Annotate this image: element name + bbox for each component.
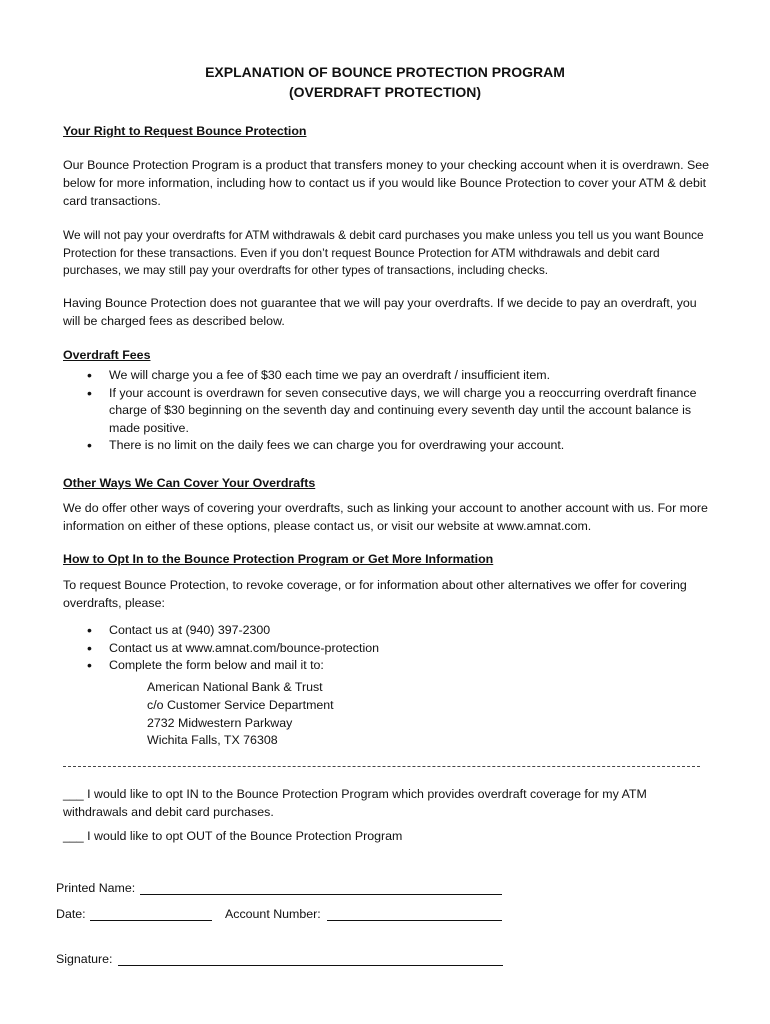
opt-out-label: I would like to opt OUT of the Bounce Protection Program	[87, 829, 403, 843]
printed-name-field[interactable]	[140, 882, 502, 895]
date-label: Date:	[56, 907, 86, 921]
list-item: • If your account is overdrawn for seven consecutive days, we will charge you a reoccurring overdraft finance charge of $30 beginning on the seventh day and continuing every seventh day until the account balance is made positive.	[63, 385, 703, 438]
right-paragraph-1: Our Bounce Protection Program is a product that transfers money to your checking account when it is overdrawn. See below for more information, including how to contact us if you would like Bounce Protection to cover your ATM & debit card transactions.	[63, 158, 710, 208]
opt-out-blank[interactable]: ___	[63, 829, 84, 843]
account-number-label: Account Number:	[225, 907, 321, 921]
opt-in-heading: How to Opt In to the Bounce Protection Program or Get More Information	[63, 552, 494, 566]
address-line: 2732 Midwestern Parkway	[147, 715, 293, 730]
mailing-address	[147, 679, 334, 750]
address-line: c/o Customer Service Department	[147, 697, 334, 712]
address-line: American National Bank & Trust	[147, 680, 323, 694]
printed-name-label: Printed Name:	[56, 881, 136, 895]
other-ways-paragraph: We do offer other ways of covering your overdrafts, such as linking your account to another account with us. For more information on either of these options, please contact us, or visit our website at www.amnat.com.	[63, 501, 708, 533]
list-item: • Complete the form below and mail it to:	[63, 657, 703, 675]
document-subtitle: (OVERDRAFT PROTECTION)	[288, 84, 482, 100]
signature-field[interactable]	[118, 953, 503, 966]
opt-in-label: I would like to opt IN to the Bounce Protection Program which provides overdraft coverage for my ATM withdrawals and debit card purchases.	[63, 787, 647, 819]
overdraft-fees-heading: Overdraft Fees	[63, 348, 151, 362]
right-to-request-heading: Your Right to Request Bounce Protection	[63, 124, 307, 138]
signature-label: Signature:	[56, 952, 113, 966]
contact-options-list	[63, 622, 703, 675]
list-item: • Contact us at (940) 397-2300	[63, 622, 703, 640]
document-title: EXPLANATION OF BOUNCE PROTECTION PROGRAM	[205, 64, 565, 80]
right-paragraph-3: Having Bounce Protection does not guarantee that we will pay your overdrafts. If we decide to pay an overdraft, you will be charged fees as described below.	[63, 296, 697, 328]
opt-in-paragraph: To request Bounce Protection, to revoke coverage, or for information about other alternatives we offer for covering overdrafts, please:	[63, 578, 687, 610]
opt-in-option[interactable]	[63, 785, 713, 821]
address-line: Wichita Falls, TX 76308	[147, 733, 278, 748]
list-item: • We will charge you a fee of $30 each time we pay an overdraft / insufficient item.	[63, 367, 703, 385]
cut-line-divider	[63, 766, 700, 767]
date-field[interactable]	[90, 908, 212, 921]
right-paragraph-2: We will not pay your overdrafts for ATM withdrawals & debit card purchases you make unless you tell us you want Bounce Protection for these transactions. Even if you don’t request Bounce Protection for ATM withdrawals and debit card purchases, we may still pay your overdrafts for other types of transactions, including checks.	[63, 228, 704, 277]
other-ways-heading: Other Ways We Can Cover Your Overdrafts	[63, 476, 316, 490]
list-item: • There is no limit on the daily fees we can charge you for overdrawing your account.	[63, 437, 703, 455]
opt-in-blank[interactable]: ___	[63, 787, 84, 801]
list-item: • Contact us at www.amnat.com/bounce-protection	[63, 640, 703, 658]
account-number-field[interactable]	[327, 908, 502, 921]
overdraft-fees-list	[63, 367, 703, 455]
opt-out-option[interactable]	[63, 829, 402, 843]
